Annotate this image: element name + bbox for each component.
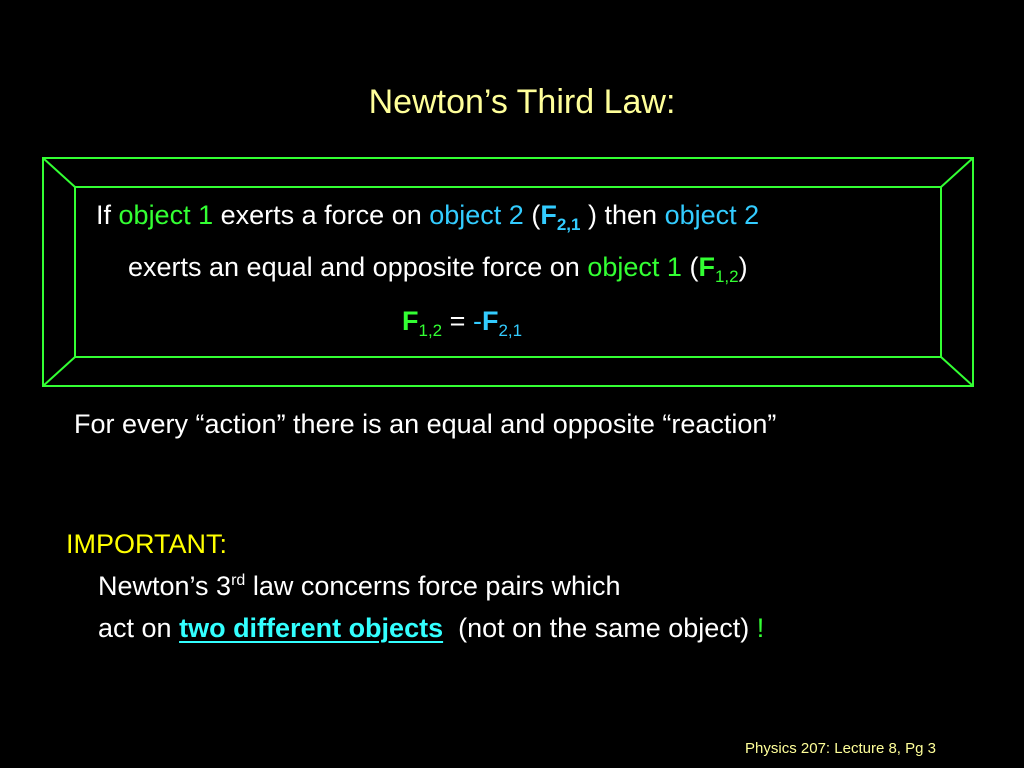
force-subscript-12: 1,2 xyxy=(714,267,739,286)
two-different-objects-link[interactable]: two different objects xyxy=(179,613,444,643)
paren-open: ( xyxy=(531,200,541,230)
object-1-term-repeat: object 1 xyxy=(587,252,682,282)
law-statement-line-1 xyxy=(96,199,760,234)
equation-f-right: F xyxy=(481,306,499,336)
equal-opposite-text: exerts an equal and opposite force on xyxy=(128,252,580,282)
exerts-text: exerts a force on xyxy=(220,200,422,230)
paren-close-2: ) xyxy=(738,252,748,282)
equation-equals: = xyxy=(449,306,466,336)
ordinal-superscript: rd xyxy=(231,572,246,589)
exclamation-mark: ! xyxy=(756,613,765,643)
equation-f-left: F xyxy=(402,306,419,336)
force-symbol-f12: F xyxy=(698,252,715,282)
object-2-term: object 2 xyxy=(429,200,524,230)
force-subscript-21: 2,1 xyxy=(556,215,581,234)
law-statement-line-2 xyxy=(128,251,748,286)
act-on-text: act on xyxy=(98,613,172,643)
important-line-1 xyxy=(98,570,620,602)
then-text: ) then xyxy=(588,200,658,230)
same-object-text: (not on the same object) xyxy=(458,613,750,643)
slide-title: Newton’s Third Law: xyxy=(368,83,676,121)
object-2-term-repeat: object 2 xyxy=(664,200,760,230)
action-reaction-statement: For every “action” there is an equal and opposite “reaction” xyxy=(74,409,777,439)
force-symbol-f21: F xyxy=(540,200,557,230)
newtons-third-text: Newton’s 3 xyxy=(98,571,232,601)
equation-minus: - xyxy=(472,306,482,336)
equation-sub-right: 2,1 xyxy=(498,321,523,340)
force-pairs-text: law concerns force pairs which xyxy=(252,571,621,601)
law-equation xyxy=(402,305,523,340)
if-text: If xyxy=(96,200,112,230)
equation-sub-left: 1,2 xyxy=(418,321,443,340)
slide-footer: Physics 207: Lecture 8, Pg 3 xyxy=(745,740,936,757)
object-1-term: object 1 xyxy=(118,200,214,230)
paren-open-2: ( xyxy=(689,252,699,282)
important-line-2 xyxy=(98,612,764,644)
important-label: IMPORTANT: xyxy=(66,529,228,559)
